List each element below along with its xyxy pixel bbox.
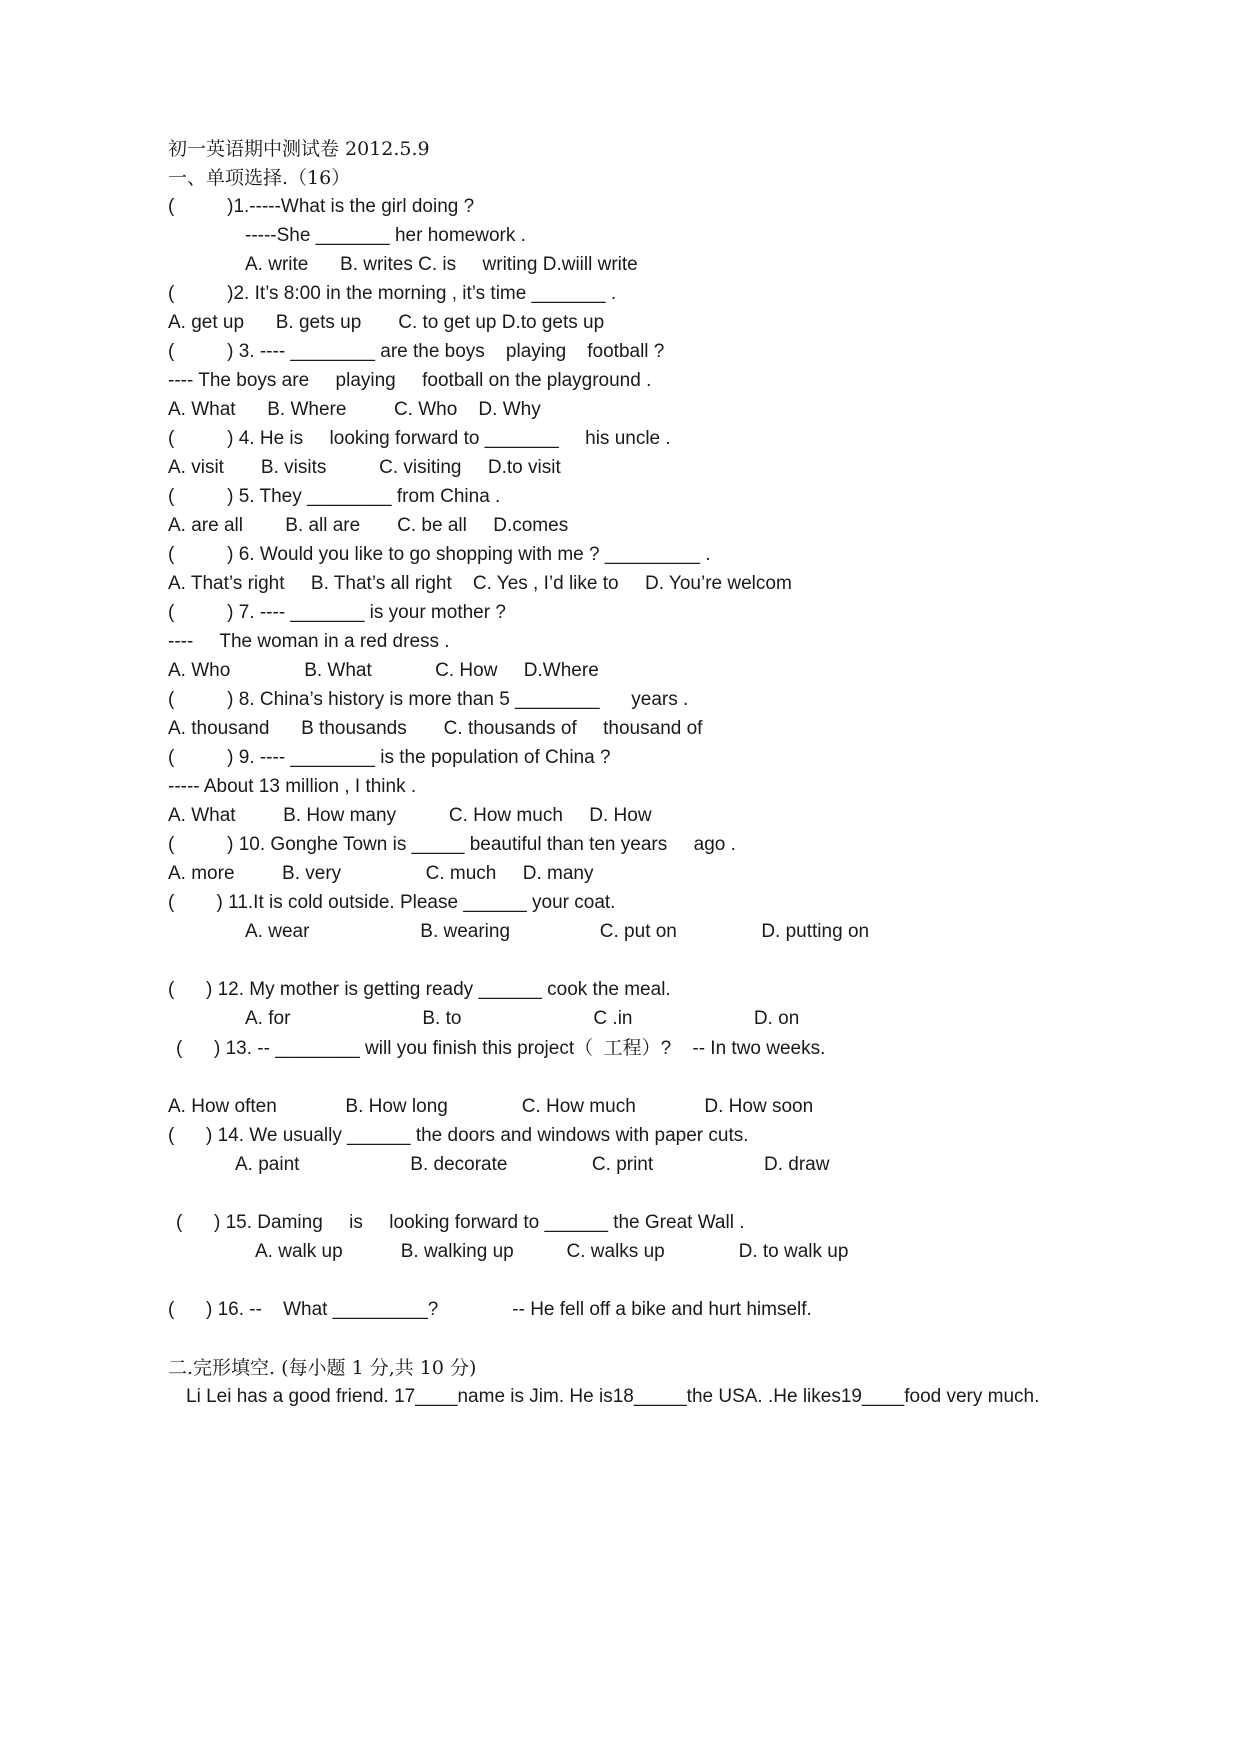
question-7: ( ) 7. ---- _______ is your mother ? (168, 602, 506, 623)
question-1-answer: -----She _______ her homework . (245, 225, 526, 246)
question-5: ( ) 5. They ________ from China . (168, 486, 501, 507)
question-7-options: A. Who B. What C. How D.Where (168, 660, 599, 681)
question-8-options: A. thousand B thousands C. thousands of thousand of (168, 718, 703, 739)
question-11-options: A. wear B. wearing C. put on D. putting on (245, 921, 870, 942)
question-4-options: A. visit B. visits C. visiting D.to visit (168, 457, 561, 478)
section-1-heading: 一、单项选择.（16） (168, 167, 351, 189)
question-3: ( ) 3. ---- ________ are the boys playing football ? (168, 341, 665, 362)
question-6: ( ) 6. Would you like to go shopping with me ? _________ . (168, 544, 711, 565)
question-10-options: A. more B. very C. much D. many (168, 863, 594, 884)
question-6-options: A. That’s right B. That’s all right C. Yes , I’d like to D. You’re welcom (168, 573, 792, 594)
question-13-options: A. How often B. How long C. How much D. How soon (168, 1096, 814, 1117)
question-9-options: A. What B. How many C. How much D. How (168, 805, 652, 826)
question-8: ( ) 8. China’s history is more than 5 ________ years . (168, 689, 689, 710)
section-2-heading: 二.完形填空. (每小题 1 分,共 10 分) (168, 1357, 477, 1379)
question-2: ( )2. It’s 8:00 in the morning , it’s time _______ . (168, 283, 617, 304)
question-9: ( ) 9. ---- ________ is the population of China ? (168, 747, 611, 768)
question-16: ( ) 16. -- What _________? -- He fell off a bike and hurt himself. (168, 1299, 812, 1320)
question-15-options: A. walk up B. walking up C. walks up D. to walk up (255, 1241, 849, 1262)
question-10: ( ) 10. Gonghe Town is _____ beautiful than ten years ago . (168, 834, 736, 855)
question-14: ( ) 14. We usually ______ the doors and windows with paper cuts. (168, 1125, 749, 1146)
question-7-answer: ---- The woman in a red dress . (168, 631, 450, 652)
question-1: ( )1.-----What is the girl doing ? (168, 196, 475, 217)
question-4: ( ) 4. He is looking forward to _______ his uncle . (168, 428, 671, 449)
question-13: ( ) 13. -- ________ will you finish this project（ 工程）? -- In two weeks. (176, 1038, 826, 1059)
question-2-options: A. get up B. gets up C. to get up D.to gets up (168, 312, 605, 333)
question-11: ( ) 11.It is cold outside. Please ______ your coat. (168, 892, 616, 913)
question-3-answer: ---- The boys are playing football on the playground . (168, 370, 652, 391)
question-15: ( ) 15. Daming is looking forward to ______ the Great Wall . (176, 1212, 745, 1233)
question-14-options: A. paint B. decorate C. print D. draw (235, 1154, 830, 1175)
question-5-options: A. are all B. all are C. be all D.comes (168, 515, 569, 536)
cloze-passage: Li Lei has a good friend. 17____name is Jim. He is18_____the USA. .He likes19____food very much. (186, 1386, 1040, 1407)
question-9-answer: ----- About 13 million , I think . (168, 776, 417, 797)
exam-title: 初一英语期中测试卷 2012.5.9 (168, 138, 430, 160)
question-12: ( ) 12. My mother is getting ready ______ cook the meal. (168, 979, 671, 1000)
question-12-options: A. for B. to C .in D. on (245, 1008, 800, 1029)
question-1-options: A. write B. writes C. is writing D.wiill write (245, 254, 638, 275)
question-3-options: A. What B. Where C. Who D. Why (168, 399, 541, 420)
